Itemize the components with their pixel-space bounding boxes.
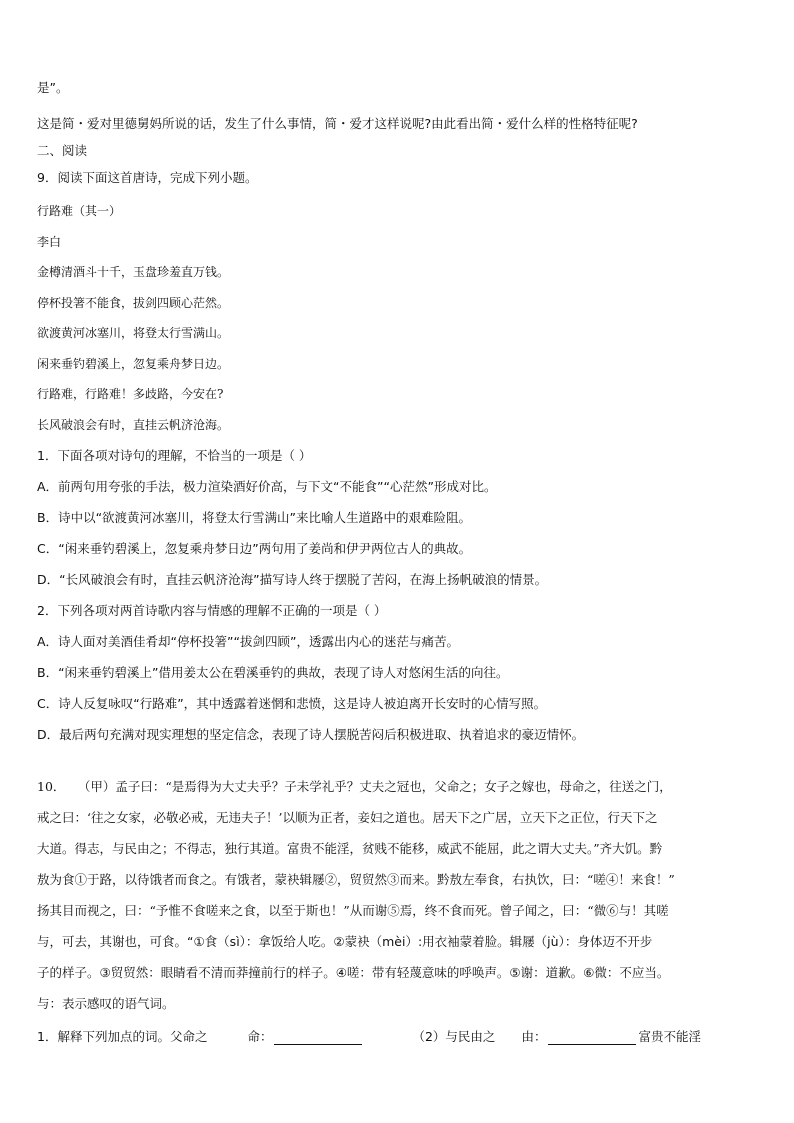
question-9-stem: 9．阅读下面这首唐诗，完成下列小题。	[37, 170, 258, 185]
passage-line: 扬其目而视之，曰：“予惟不食嗟来之食，以至于斯也！”从而谢⑤焉，终不食而死。曾子闻之，曰：“微⑥与！其嗟	[37, 903, 669, 918]
fill-in-prompt: 1．解释下列加点的词。父命之	[37, 1029, 208, 1044]
fill-in-prompt: 富贵不能淫	[638, 1029, 701, 1044]
poem-line: 欲渡黄河冰塞川，将登太行雪满山。	[37, 326, 230, 340]
question-10-passage: 10． （甲）孟子曰：“是焉得为大丈夫乎？子未学礼乎？丈夫之冠也，父命之；女子之嫁也，母命之，往送之门，	[37, 779, 672, 794]
poem-author: 李白	[37, 235, 62, 249]
text-line: 是”。	[37, 80, 69, 95]
annotation-line: 与：表示感叹的语气词。	[37, 996, 175, 1011]
poem-line: 行路难，行路难！多歧路，今安在?	[37, 387, 224, 401]
poem-line: 长风破浪会有时，直挂云帆济沧海。	[37, 418, 230, 432]
poem-title: 行路难（其一）	[37, 204, 122, 218]
annotation-line: 与，可去，其谢也，可食。“①食（sì）：拿饭给人吃。②蒙袂（mèi）:用衣袖蒙着脸。辑屦（jù）：身体迈不开步	[37, 934, 653, 949]
passage-line: 敖为食①于路，以待饿者而食之。有饿者，蒙袂辑屦②，贸贸然③而来。黔敖左奉食，右执饮，曰：“嗟④！来食！”	[37, 872, 675, 887]
poem-line: 闲来垂钓碧溪上，忽复乘舟梦日边。	[37, 357, 230, 371]
answer-label: 由：	[521, 1029, 547, 1044]
annotation-line: 子的样子。③贸贸然：眼睛看不清而莽撞前行的样子。④嗟：带有轻蔑意味的呼唤声。⑤谢：道歉。⑥微：不应当。	[37, 965, 670, 980]
poem-line: 金樽清酒斗十千，玉盘珍羞直万钱。	[37, 265, 230, 279]
passage-line: 大道。得志，与民由之；不得志，独行其道。富贵不能淫，贫贱不能移，威武不能屈，此之谓大丈夫。”齐大饥。黔	[37, 841, 663, 856]
option-d: D．“长风破浪会有时，直挂云帆济沧海”描写诗人终于摆脱了苦闷，在海上扬帆破浪的情景。	[37, 572, 548, 587]
sub-question-2: 2．下列各项对两首诗歌内容与情感的理解不正确的一项是（ ）	[37, 603, 387, 618]
fill-in-question	[37, 1029, 701, 1045]
section-heading: 二、阅读	[37, 143, 88, 158]
option-d: D．最后两句充满对现实理想的坚定信念，表现了诗人摆脱苦闷后积极进取、执着追求的豪迈情怀。	[37, 727, 585, 742]
poem-line: 停杯投箸不能食，拔剑四顾心茫然。	[37, 296, 230, 310]
answer-blank[interactable]	[274, 1032, 362, 1045]
sub-question-1: 1．下面各项对诗句的理解，不恰当的一项是（ ）	[37, 448, 312, 463]
option-b: B．诗中以“欲渡黄河冰塞川，将登太行雪满山”来比喻人生道路中的艰难险阻。	[37, 510, 472, 525]
passage-line: 戒之曰：‘往之女家，必敬必戒，无违夫子！’以顺为正者，妾妇之道也。居天下之广居，立天下之正位，行天下之	[37, 810, 658, 825]
answer-blank[interactable]	[548, 1032, 636, 1045]
option-b: B．“闲来垂钓碧溪上”借用姜太公在碧溪垂钓的典故，表现了诗人对悠闲生活的向往。	[37, 665, 509, 680]
option-a: A．诗人面对美酒佳肴却“停杯投箸”“拔剑四顾”，透露出内心的迷茫与痛苦。	[37, 634, 459, 649]
question-text: 这是简・爱对里德舅妈所说的话，发生了什么事情，简・爱才这样说呢?由此看出简・爱什么样的性格特征呢?	[37, 116, 638, 131]
option-c: C．诗人反复咏叹“行路难”，其中透露着迷惘和悲愤，这是诗人被迫离开长安时的心情写照。	[37, 696, 547, 711]
fill-in-prompt: （2）与民由之	[412, 1029, 496, 1044]
option-a: A．前两句用夸张的手法，极力渲染酒好价高，与下文“不能食”“心茫然”形成对比。	[37, 479, 497, 494]
option-c: C．“闲来垂钓碧溪上，忽复乘舟梦日边”两句用了姜尚和伊尹两位古人的典故。	[37, 541, 472, 556]
answer-label: 命：	[247, 1029, 273, 1044]
